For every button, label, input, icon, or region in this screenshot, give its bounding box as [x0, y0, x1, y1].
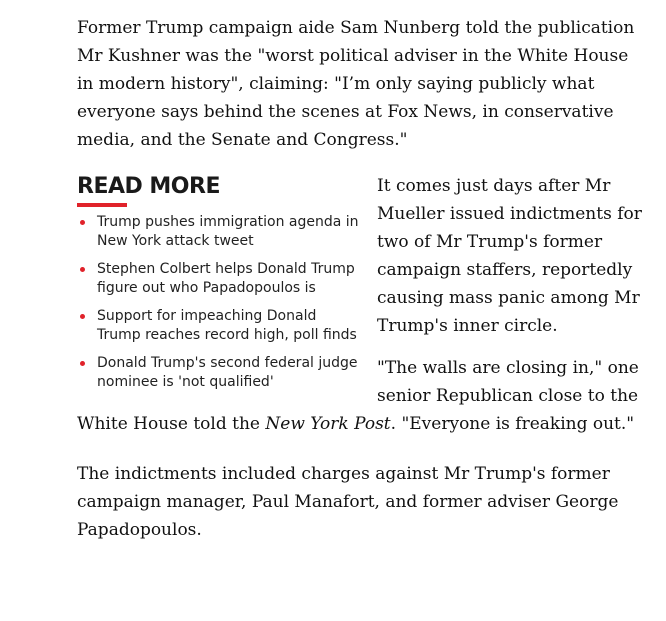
read-more-accent-bar: [77, 203, 127, 207]
read-more-link[interactable]: Donald Trump's second federal judge nominee is 'not qualified': [97, 355, 358, 390]
read-more-list: [77, 213, 359, 391]
bullet-icon: [80, 361, 85, 366]
article-paragraph: It comes just days after Mr Mueller issued indictments for two of Mr Trump's former campaign staffers, reportedly causing mass panic among Mr Trump's inner circle.: [377, 176, 642, 336]
article-body: [77, 14, 647, 544]
quote-text: "The walls are closing in," one senior Republican close to the White House told the: [77, 358, 639, 434]
publication-name: New York Post: [265, 414, 391, 434]
read-more-item: [77, 260, 359, 297]
read-more-item: [77, 354, 359, 391]
quote-text-end: . "Everyone is freaking out.": [390, 414, 635, 434]
read-more-item: [77, 307, 359, 344]
article-paragraph: The indictments included charges against Mr Trump's former campaign manager, Paul Manafort, and former adviser George Papadopoulos.: [77, 464, 619, 540]
read-more-section-wrapper: [77, 172, 647, 460]
read-more-item: [77, 213, 359, 250]
read-more-link[interactable]: Trump pushes immigration agenda in New York attack tweet: [97, 214, 359, 249]
read-more-heading: READ MORE: [77, 174, 220, 199]
read-more-box: [77, 174, 359, 401]
article-paragraph: Former Trump campaign aide Sam Nunberg told the publication Mr Kushner was the "worst political adviser in the White House in modern history", claiming: "I’m only saying publicly what everyone says behind the scenes at Fox News, in conservative media, and the Senate and Congress.": [77, 18, 635, 150]
read-more-link[interactable]: Support for impeaching Donald Trump reaches record high, poll finds: [97, 308, 357, 343]
bullet-icon: [80, 314, 85, 319]
read-more-link[interactable]: Stephen Colbert helps Donald Trump figure out who Papadopoulos is: [97, 261, 355, 296]
bullet-icon: [80, 267, 85, 272]
bullet-icon: [80, 220, 85, 225]
